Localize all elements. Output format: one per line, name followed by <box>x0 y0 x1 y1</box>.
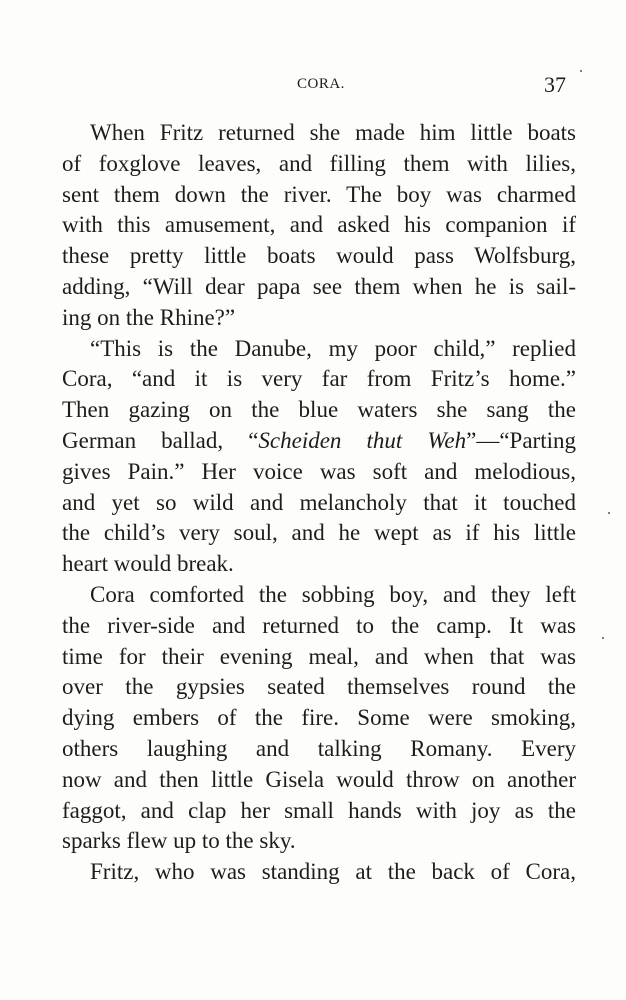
text-line: When Fritz returned she made him little boats <box>90 120 576 145</box>
text-line: heart would break. <box>62 551 234 577</box>
text-line: gives Pain.” Her voice was soft and melodious, <box>62 458 576 484</box>
text-line: ing on the Rhine?” <box>62 304 236 330</box>
text-line: the child’s very soul, and he wept as if his little <box>62 520 576 546</box>
text-line-with-italic <box>62 426 576 457</box>
text-line: Cora, “and it is very far from Fritz’s home.” <box>62 366 576 392</box>
text-line: with this amusement, and asked his companion if <box>62 212 576 238</box>
page-number: 37 <box>544 72 566 97</box>
text-line: faggot, and clap her small hands with joy as the <box>62 797 576 823</box>
body-text <box>62 118 576 888</box>
text-line: time for their evening meal, and when that was <box>62 643 576 669</box>
text-line: and yet so wild and melancholy that it touched <box>62 489 576 515</box>
text-line: Cora comforted the sobbing boy, and they left <box>90 581 576 607</box>
page-header <box>0 72 626 100</box>
text-line: now and then little Gisela would throw on another <box>62 766 576 792</box>
text-line: these pretty little boats would pass Wolfsburg, <box>62 243 576 269</box>
italic-song-title: Scheiden thut Weh <box>258 427 467 453</box>
text-line: others laughing and talking Romany. Every <box>62 735 576 761</box>
print-speck <box>580 70 582 72</box>
text-line: of foxglove leaves, and filling them with lilies, <box>62 150 576 176</box>
text-fragment: ”—“Parting <box>466 427 576 453</box>
print-speck <box>608 512 610 514</box>
text-line: over the gypsies seated themselves round the <box>62 674 576 700</box>
print-speck <box>602 637 604 639</box>
text-line: Then gazing on the blue waters she sang the <box>62 397 576 423</box>
text-line: sent them down the river. The boy was charmed <box>62 181 576 207</box>
text-line: sparks flew up to the sky. <box>62 828 296 854</box>
text-line: adding, “Will dear papa see them when he is sail- <box>62 273 576 299</box>
running-title: CORA. <box>297 76 345 92</box>
text-fragment: German ballad, “ <box>62 427 259 453</box>
text-line: dying embers of the fire. Some were smoking, <box>62 705 576 731</box>
text-line: “This is the Danube, my poor child,” replied <box>90 335 576 361</box>
text-line: the river-side and returned to the camp. It was <box>62 612 576 638</box>
text-line: Fritz, who was standing at the back of Cora, <box>90 859 576 885</box>
